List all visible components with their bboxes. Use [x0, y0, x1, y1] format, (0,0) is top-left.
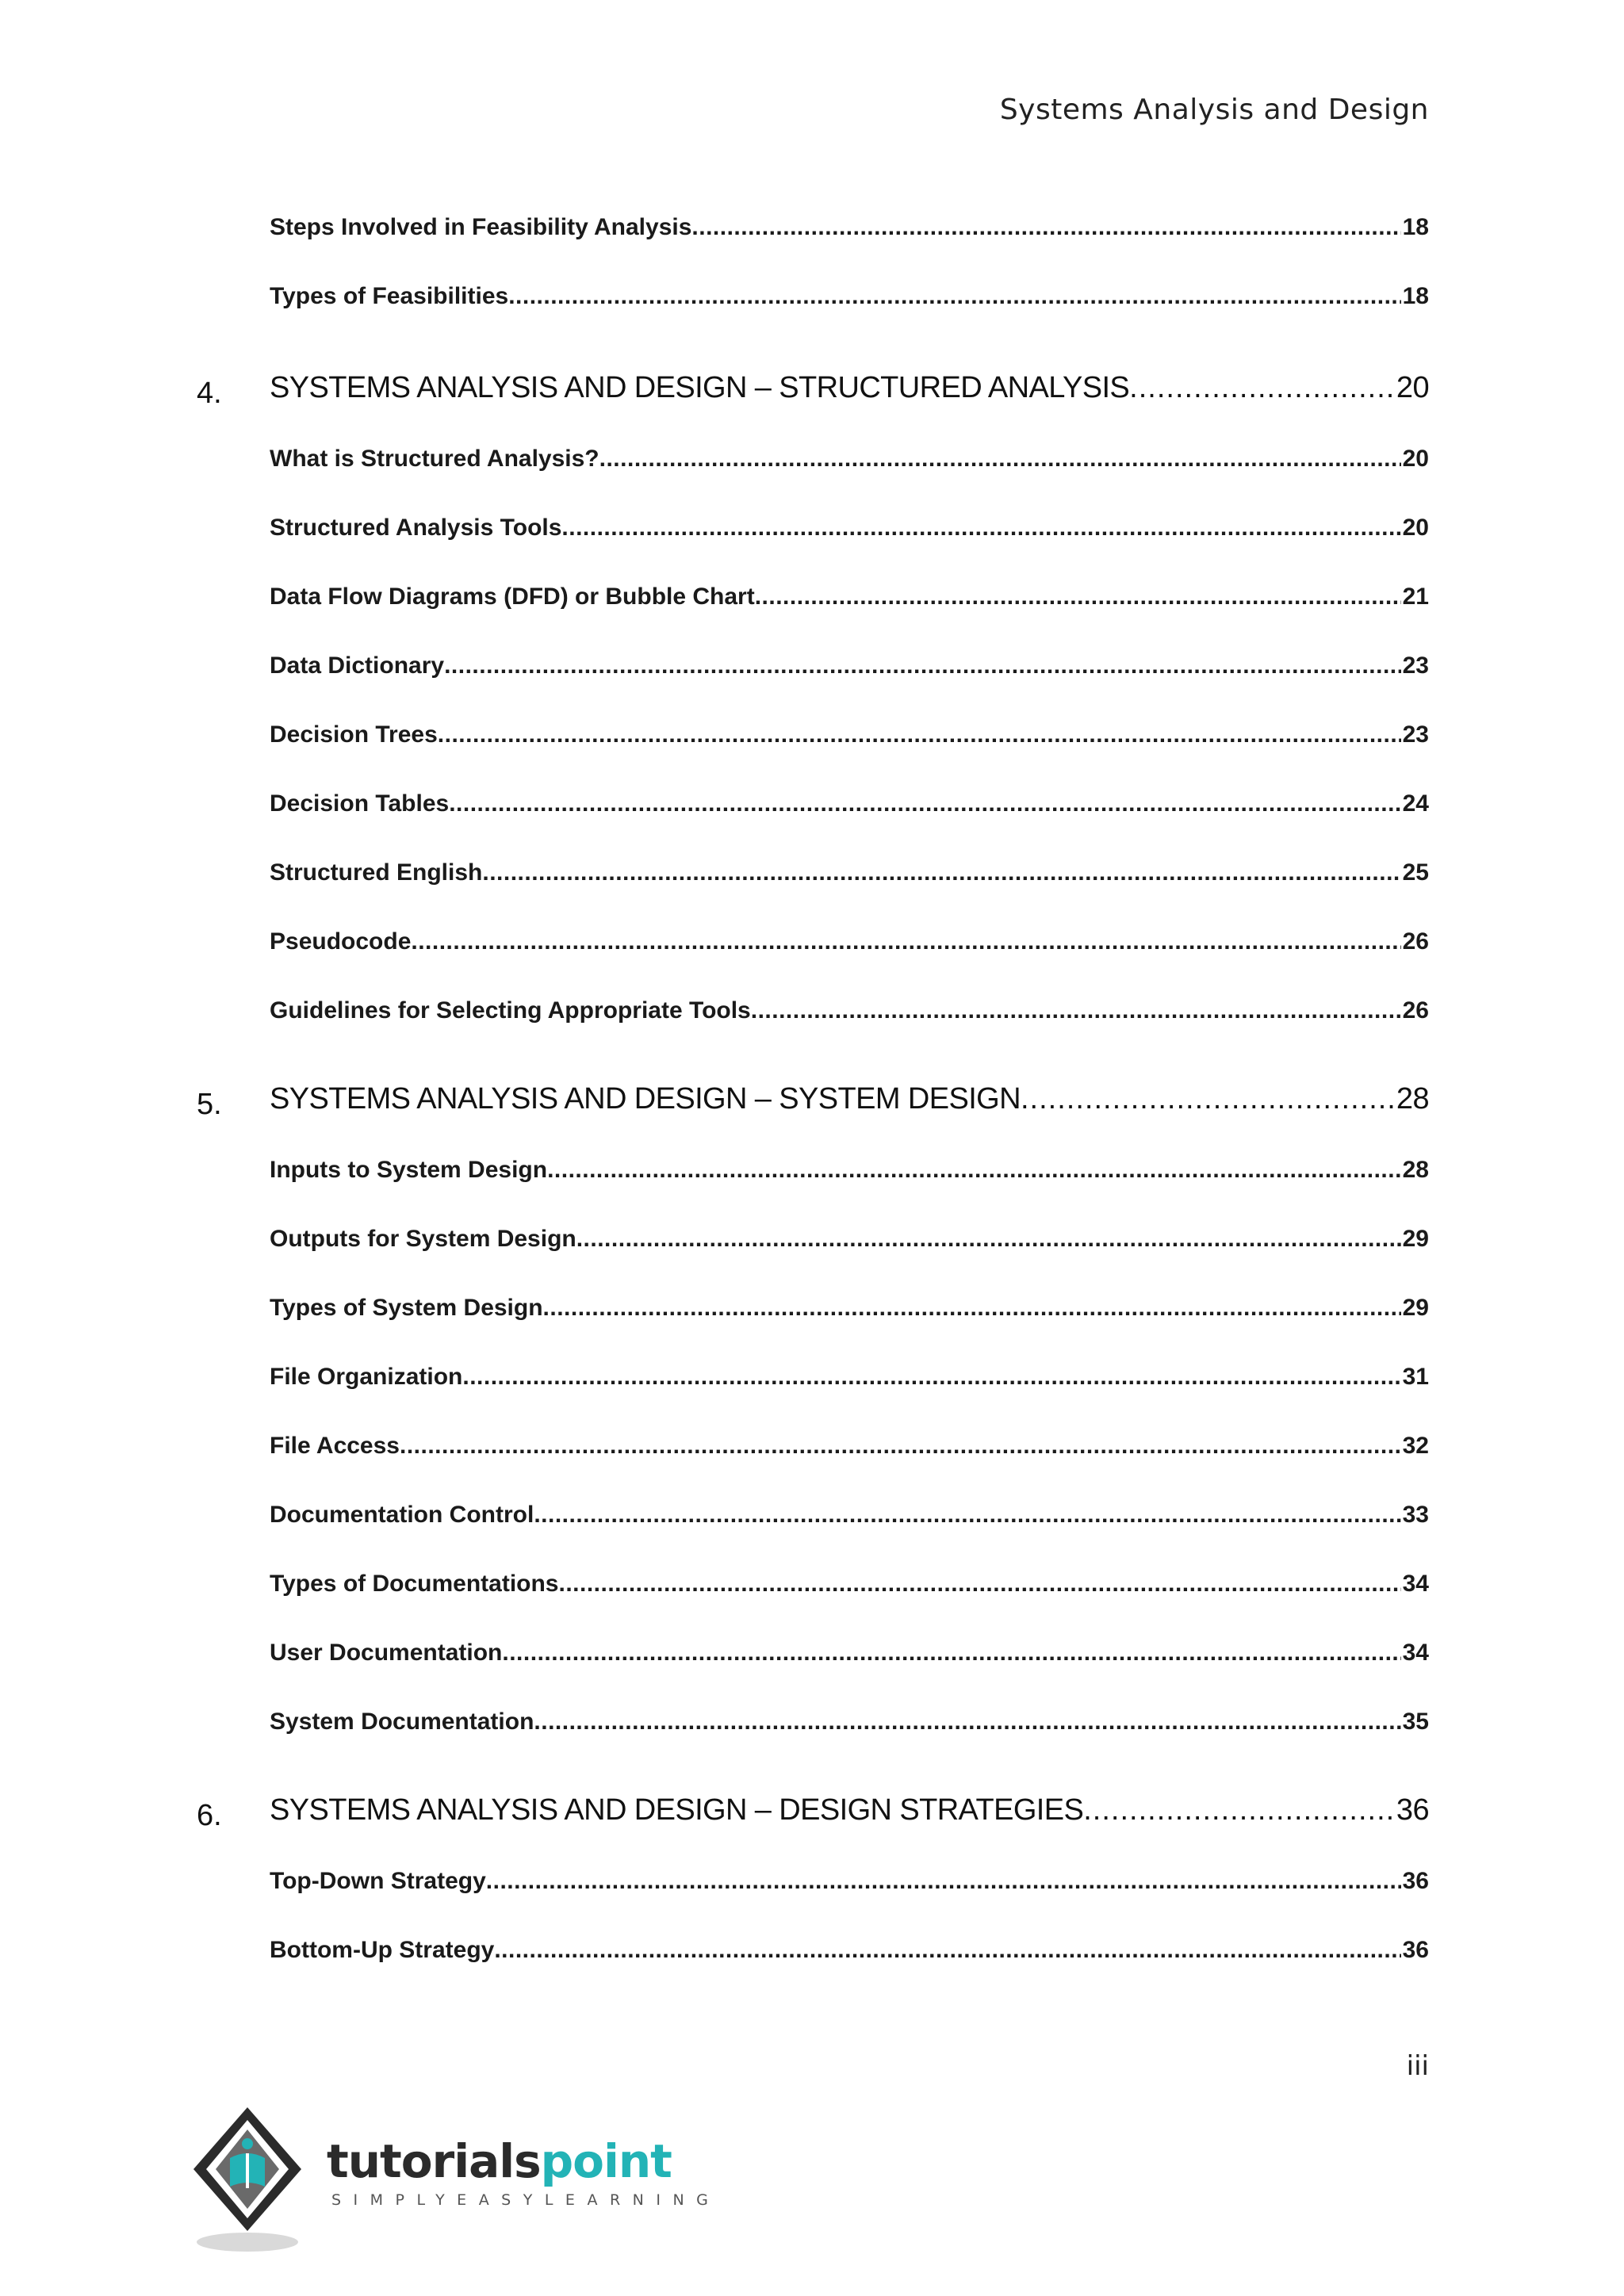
toc-entry-title: Guidelines for Selecting Appropriate Tools	[270, 997, 751, 1024]
toc-chapter-page: 20	[1396, 371, 1429, 404]
toc-entry-page: 34	[1402, 1571, 1429, 1597]
toc-entry[interactable]	[270, 652, 1429, 700]
toc-leader	[1129, 371, 1395, 405]
toc-leader	[599, 446, 1401, 473]
toc-entry[interactable]	[270, 928, 1429, 976]
toc-entry-title: Types of Documentations	[270, 1571, 559, 1597]
toc-entry-title: Data Flow Diagrams (DFD) or Bubble Chart	[270, 584, 755, 610]
toc-entry[interactable]	[270, 1640, 1429, 1687]
toc-leader	[508, 283, 1400, 310]
toc-entry[interactable]	[270, 214, 1429, 262]
toc-entry[interactable]	[270, 515, 1429, 562]
toc-entry-page: 26	[1402, 997, 1429, 1024]
toc-leader	[547, 1157, 1401, 1184]
toc-leader	[755, 584, 1401, 610]
toc-entry-page: 25	[1402, 859, 1429, 886]
toc-entry-page: 28	[1402, 1157, 1429, 1183]
toc-entry[interactable]	[270, 997, 1429, 1045]
toc-chapter-entry[interactable]	[270, 1082, 1429, 1130]
toc-entry[interactable]	[270, 1226, 1429, 1273]
toc-leader	[486, 1868, 1401, 1895]
toc-entry-title: User Documentation	[270, 1640, 503, 1666]
logo-tagline: SIMPLYEASYLEARNING	[331, 2191, 721, 2209]
toc-entry-title: Top-Down Strategy	[270, 1868, 486, 1894]
toc-chapter-page: 36	[1396, 1793, 1429, 1827]
toc-leader	[1083, 1793, 1395, 1827]
toc-entry-title: Data Dictionary	[270, 652, 445, 679]
toc-leader	[534, 1709, 1400, 1735]
toc-entry-title: Bottom-Up Strategy	[270, 1937, 495, 1963]
toc-entry-page: 23	[1402, 721, 1429, 748]
toc-entry[interactable]	[270, 1502, 1429, 1549]
toc-entry-page: 26	[1402, 928, 1429, 955]
page-header: Systems Analysis and Design	[999, 94, 1429, 126]
toc-leader	[543, 1295, 1401, 1322]
toc-leader	[1021, 1082, 1395, 1116]
toc-entry-page: 31	[1402, 1364, 1429, 1390]
toc-entry[interactable]	[270, 1571, 1429, 1618]
toc-entry-page: 36	[1402, 1868, 1429, 1894]
toc-entry-page: 35	[1402, 1709, 1429, 1735]
toc-chapter-entry[interactable]	[270, 1793, 1429, 1841]
toc-entry-title: File Organization	[270, 1364, 463, 1390]
toc-chapter-title: SYSTEMS ANALYSIS AND DESIGN – SYSTEM DESIGN	[270, 1082, 1021, 1115]
toc-leader	[751, 997, 1401, 1024]
toc-leader	[438, 721, 1401, 748]
toc-leader	[494, 1937, 1400, 1964]
toc-leader	[561, 515, 1400, 541]
toc-entry-title: File Access	[270, 1433, 400, 1459]
toc-leader	[691, 214, 1400, 241]
toc-entry[interactable]	[270, 1709, 1429, 1756]
toc-entry-page: 29	[1402, 1226, 1429, 1252]
toc-entry-title: Decision Trees	[270, 721, 438, 748]
toc-entry[interactable]	[270, 1868, 1429, 1915]
toc-leader	[411, 928, 1400, 955]
toc-entry-page: 29	[1402, 1295, 1429, 1321]
toc-entry-title: Pseudocode	[270, 928, 412, 955]
toc-leader	[502, 1640, 1400, 1667]
toc-entry[interactable]	[270, 1937, 1429, 1984]
toc-leader	[449, 790, 1400, 817]
toc-chapter-entry[interactable]	[270, 371, 1429, 419]
toc-entry-title: Structured Analysis Tools	[270, 515, 562, 541]
toc-entry-page: 32	[1402, 1433, 1429, 1459]
toc-entry[interactable]	[270, 283, 1429, 331]
toc-entry-page: 23	[1402, 652, 1429, 679]
toc-leader	[482, 859, 1400, 886]
toc-chapter-title: SYSTEMS ANALYSIS AND DESIGN – DESIGN STRATEGIES	[270, 1793, 1084, 1827]
toc-entry-title: Structured English	[270, 859, 483, 886]
chapter-number: 4.	[197, 377, 222, 410]
chapter-number: 5.	[197, 1088, 222, 1121]
toc-entry-title: Steps Involved in Feasibility Analysis	[270, 214, 692, 240]
toc-leader	[558, 1571, 1400, 1598]
chapter-number: 6.	[197, 1799, 222, 1832]
logo-wordmark: tutorialspoint	[327, 2134, 672, 2188]
logo-diamond-icon	[190, 2101, 325, 2260]
toc-entry[interactable]	[270, 1157, 1429, 1204]
toc-entry-page: 21	[1402, 584, 1429, 610]
toc-entry[interactable]	[270, 859, 1429, 907]
toc-leader	[444, 652, 1401, 679]
toc-entry-title: Inputs to System Design	[270, 1157, 548, 1183]
toc-entry-title: Types of Feasibilities	[270, 283, 509, 309]
toc-entry-page: 20	[1402, 515, 1429, 541]
toc-entry-title: Types of System Design	[270, 1295, 543, 1321]
toc-entry-title: Outputs for System Design	[270, 1226, 576, 1252]
toc-entry[interactable]	[270, 446, 1429, 493]
toc-entry-page: 24	[1402, 790, 1429, 817]
toc-entry-page: 36	[1402, 1937, 1429, 1963]
toc-entry-page: 18	[1402, 283, 1429, 309]
toc-entry-title: What is Structured Analysis?	[270, 446, 599, 472]
toc-entry[interactable]	[270, 1433, 1429, 1480]
toc-leader	[400, 1433, 1401, 1460]
toc-entry-title: System Documentation	[270, 1709, 534, 1735]
toc-entry-title: Decision Tables	[270, 790, 450, 817]
toc-entry[interactable]	[270, 1364, 1429, 1411]
toc-chapter-page: 28	[1396, 1082, 1429, 1115]
toc-leader	[462, 1364, 1400, 1391]
toc-entry-page: 33	[1402, 1502, 1429, 1528]
toc-entry[interactable]	[270, 790, 1429, 838]
toc-entry[interactable]	[270, 721, 1429, 769]
tutorialspoint-logo	[190, 2101, 721, 2260]
toc-leader	[576, 1226, 1401, 1253]
toc-entry-page: 34	[1402, 1640, 1429, 1666]
toc-leader	[534, 1502, 1400, 1529]
toc-chapter-title: SYSTEMS ANALYSIS AND DESIGN – STRUCTURED ANALYSIS	[270, 371, 1130, 404]
toc-entry[interactable]	[270, 1295, 1429, 1342]
toc-entry-page: 20	[1402, 446, 1429, 472]
toc-entry-page: 18	[1402, 214, 1429, 240]
toc-entry-title: Documentation Control	[270, 1502, 534, 1528]
toc-entry[interactable]	[270, 584, 1429, 631]
page-number: iii	[1406, 2050, 1429, 2082]
